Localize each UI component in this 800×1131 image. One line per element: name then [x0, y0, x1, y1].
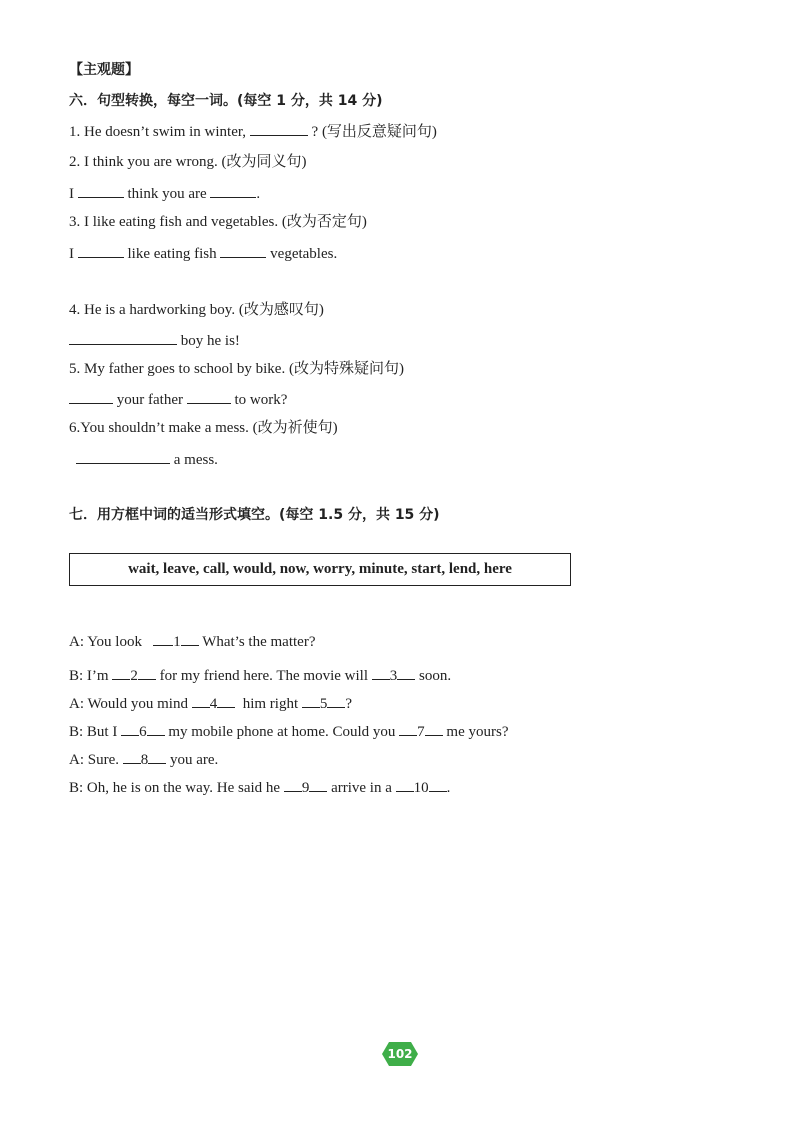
page-number-badge	[382, 1042, 418, 1066]
question-4-prompt: 4. He is a hardworking boy. (改为感叹句)	[69, 302, 324, 318]
blank-number: 7	[417, 724, 425, 740]
blank-number: 8	[140, 752, 149, 768]
blank-number: 1	[173, 634, 181, 650]
answer-blank	[78, 243, 124, 258]
question-4-answer: boy he is!	[69, 330, 240, 351]
dialogue-line-3: A: Would you mind 4 him right 5 ?	[69, 693, 352, 714]
dialogue-line-1: A: You look 1 What’s the matter?	[69, 631, 315, 652]
answer-blank	[187, 389, 231, 404]
dialogue-line-2: B: I’m 2 for my friend here. The movie will 3 soon.	[69, 665, 451, 686]
answer-blank	[76, 449, 170, 464]
part6-heading: 六．句型转换，每空一词。(每空 1 分，共 14 分)	[69, 93, 383, 109]
section-label: 【主观题】	[69, 62, 139, 78]
part7-heading: 七．用方框中词的适当形式填空。(每空 1.5 分，共 15 分)	[69, 507, 440, 523]
answer-blank	[69, 389, 113, 404]
dialogue-line-4: B: But I 6 my mobile phone at home. Could you 7 me yours?	[69, 721, 508, 742]
answer-blank	[220, 243, 266, 258]
page-number: 102	[387, 1047, 413, 1061]
word-box: wait, leave, call, would, now, worry, minute, start, lend, here	[69, 553, 571, 586]
question-2-answer: I think you are .	[69, 183, 260, 204]
answer-blank	[69, 330, 177, 345]
question-2-prompt: 2. I think you are wrong. (改为同义句)	[69, 154, 307, 170]
dialogue-line-6: B: Oh, he is on the way. He said he 9 arrive in a 10 .	[69, 777, 450, 798]
blank-number: 9	[301, 780, 310, 796]
question-6-answer: a mess.	[76, 449, 218, 470]
answer-blank	[78, 183, 124, 198]
question-3-prompt: 3. I like eating fish and vegetables. (改为否定句)	[69, 214, 367, 230]
blank-number: 4	[209, 696, 218, 712]
question-6-prompt: 6.You shouldn’t make a mess. (改为祈使句)	[69, 420, 338, 436]
answer-blank	[250, 121, 308, 136]
blank-number: 3	[389, 668, 398, 684]
question-3-answer: I like eating fish vegetables.	[69, 243, 337, 264]
blank-number: 10	[413, 780, 429, 796]
blank-number: 6	[139, 724, 147, 740]
answer-blank	[210, 183, 256, 198]
question-5-prompt: 5. My father goes to school by bike. (改为特殊疑问句)	[69, 361, 404, 377]
question-5-answer: your father to work?	[69, 389, 287, 410]
question-1: 1. He doesn’t swim in winter, ? (写出反意疑问句)	[69, 121, 437, 142]
dialogue-line-5: A: Sure. 8 you are.	[69, 749, 218, 770]
blank-number: 2	[130, 668, 138, 684]
blank-number: 5	[319, 696, 328, 712]
